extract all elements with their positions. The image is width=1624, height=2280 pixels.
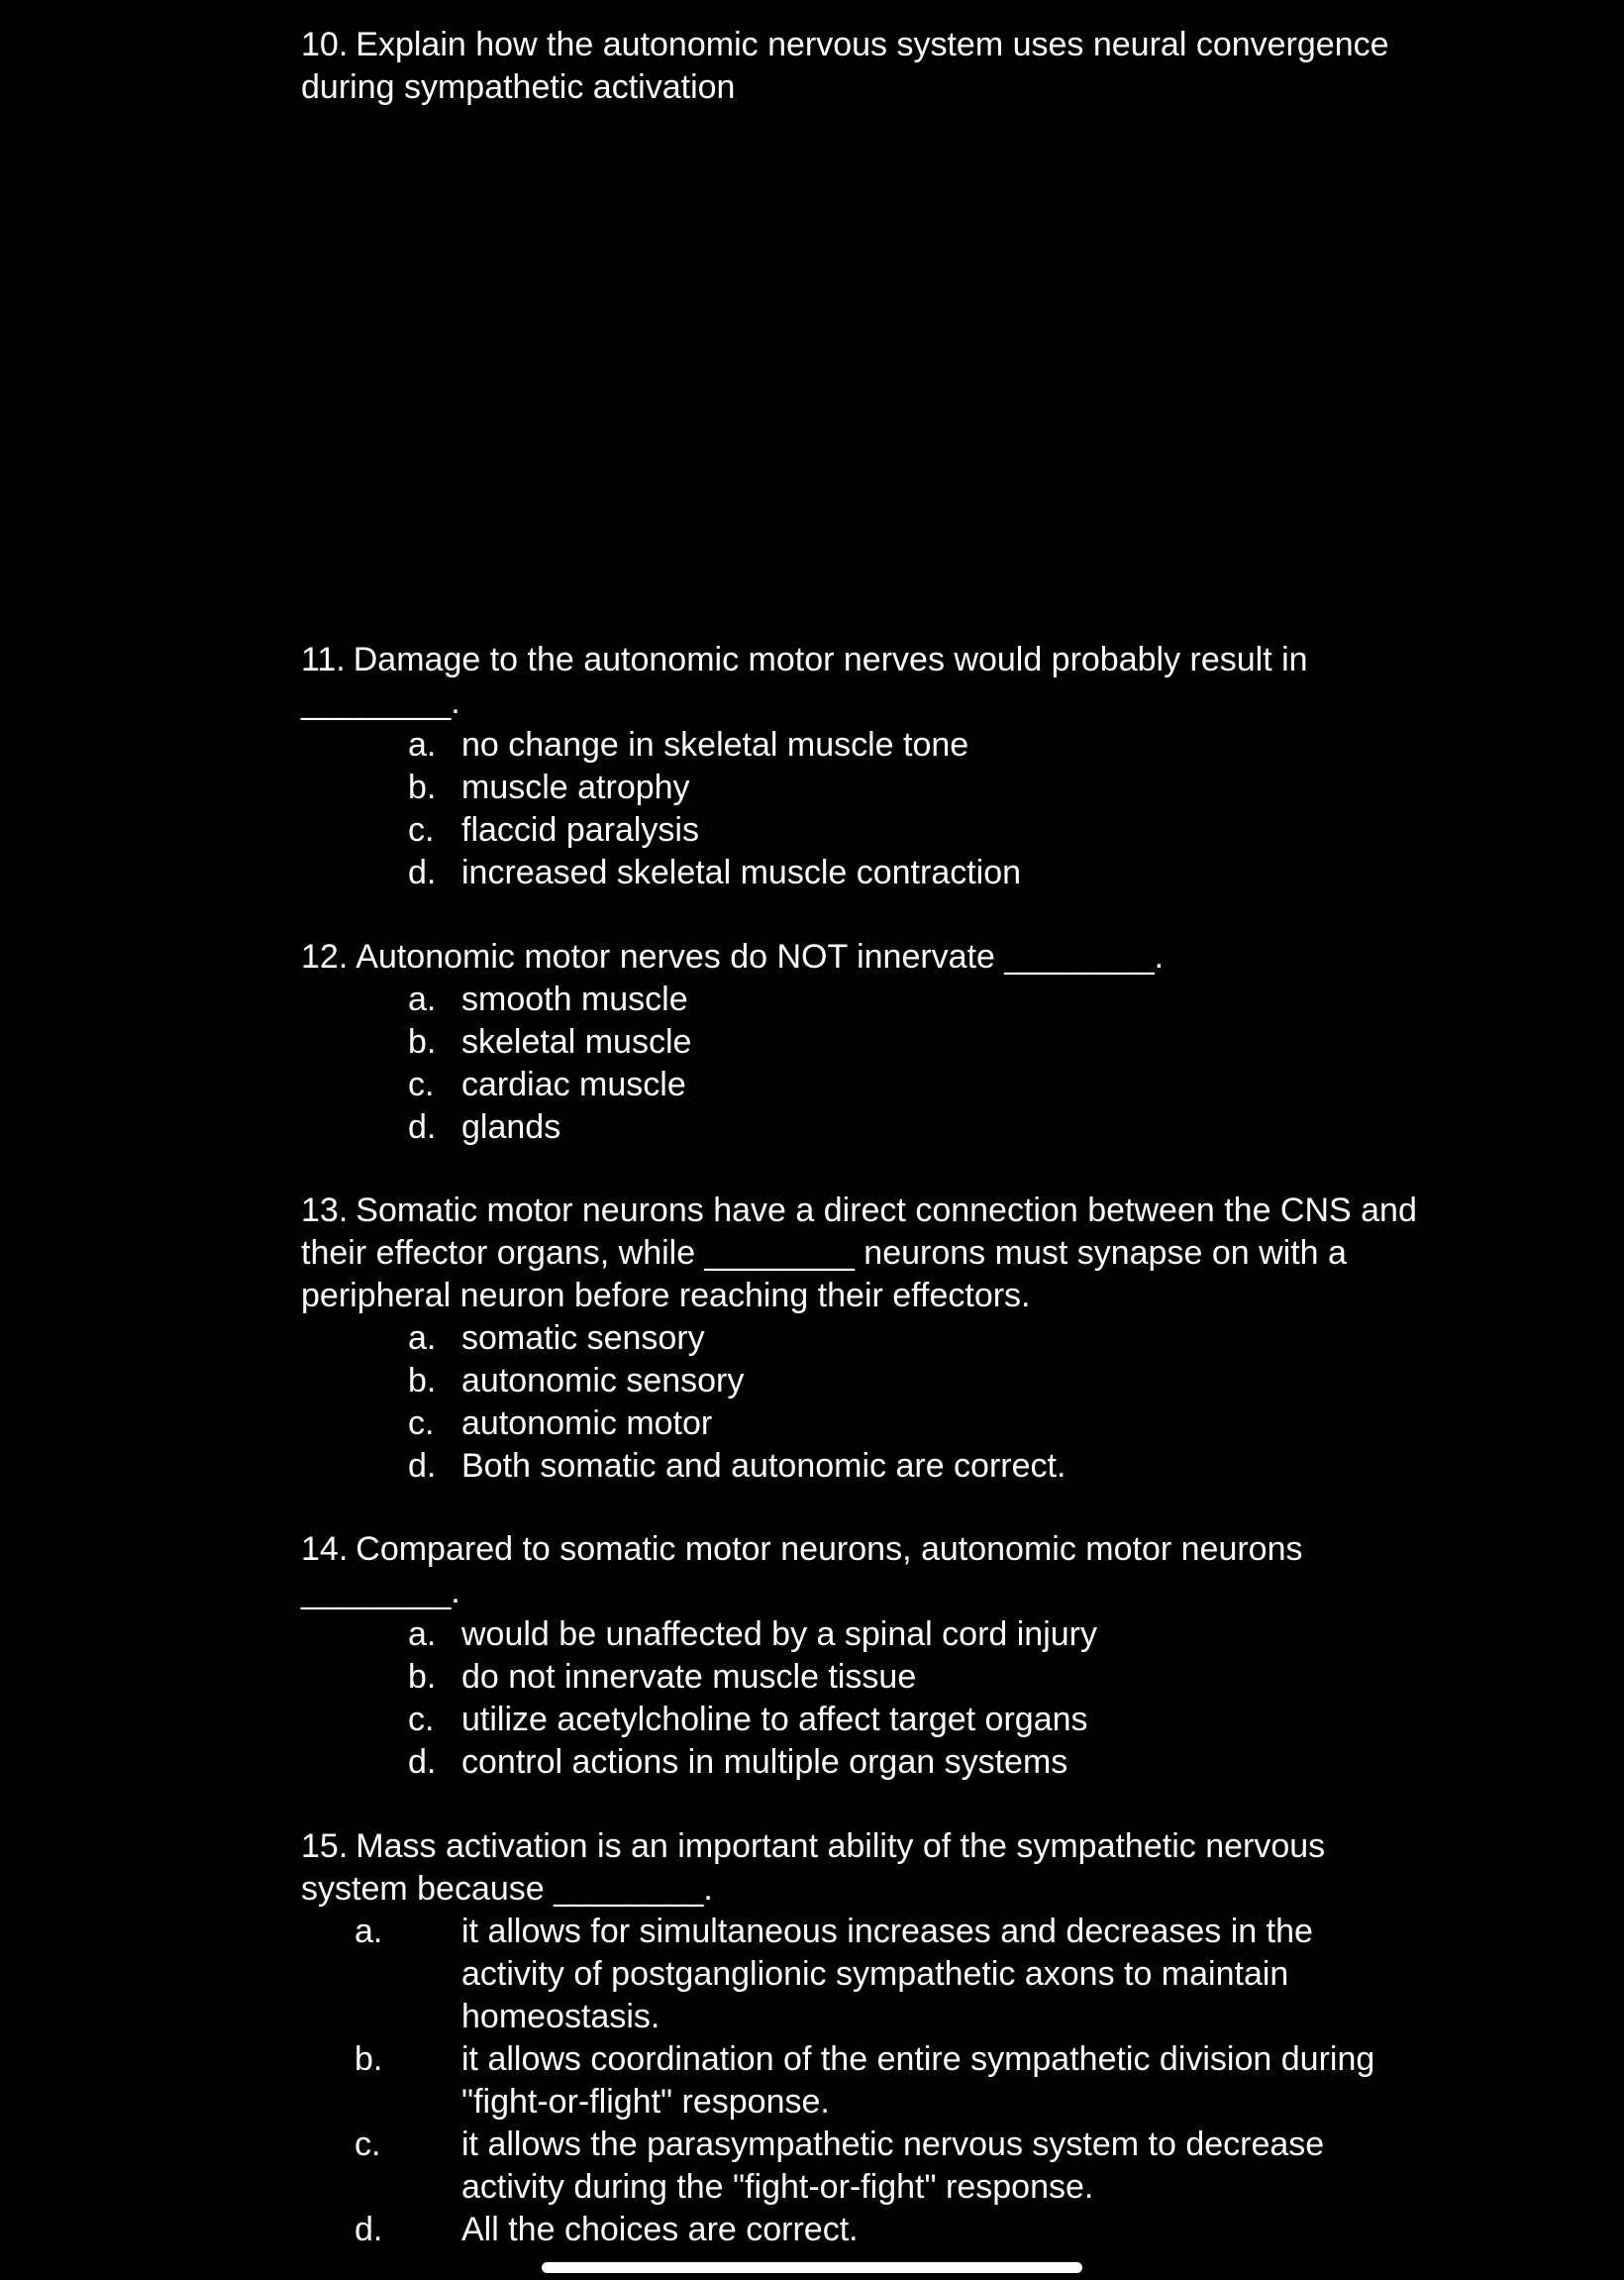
choice-c[interactable] <box>408 1402 1420 1445</box>
choice-list <box>301 724 1420 894</box>
choice-b[interactable] <box>408 1360 1420 1402</box>
question-number: 12. <box>301 938 349 976</box>
choice-d[interactable] <box>408 852 1420 894</box>
choice-text: no change in skeletal muscle tone <box>461 726 969 764</box>
question-text <box>301 936 1420 979</box>
choice-letter: b. <box>408 1658 437 1696</box>
choice-b[interactable] <box>408 1656 1420 1699</box>
choice-letter: c. <box>355 2125 381 2163</box>
question-14 <box>301 1528 1420 1784</box>
question-number: 15. <box>301 1827 349 1865</box>
choice-a[interactable] <box>408 979 1420 1021</box>
question-prompt: Explain how the autonomic nervous system uses neural convergence during sympathetic activation <box>301 26 1389 106</box>
choice-letter: a. <box>408 1615 437 1653</box>
choice-letter: d. <box>408 1447 437 1485</box>
choice-letter: a. <box>355 1913 383 1950</box>
question-10 <box>301 24 1420 109</box>
choice-letter: d. <box>408 854 437 891</box>
question-15 <box>301 1825 1420 2251</box>
choice-text: it allows coordination of the entire sympathetic division during "fight-or-flight" response. <box>461 2040 1375 2121</box>
choice-text: it allows for simultaneous increases and decreases in the activity of postganglionic sympathetic axons to maintain homeostasis. <box>461 1913 1313 2035</box>
choice-a[interactable] <box>408 724 1420 767</box>
choice-letter: d. <box>408 1108 437 1146</box>
choice-letter: b. <box>408 1023 437 1061</box>
choice-letter: a. <box>408 981 437 1018</box>
choice-text: smooth muscle <box>461 981 688 1018</box>
question-prompt: Mass activation is an important ability of the sympathetic nervous system because ________. <box>301 1827 1326 1908</box>
question-text <box>301 24 1420 109</box>
question-prompt: Somatic motor neurons have a direct connection between the CNS and their effector organs, while ________ neurons must synapse on with a peripheral neuron before reaching their effectors. <box>301 1192 1417 1314</box>
question-number: 11. <box>301 641 346 678</box>
question-text <box>301 1528 1420 1613</box>
choice-letter: a. <box>408 726 437 764</box>
choice-text: somatic sensory <box>461 1319 705 1357</box>
choice-text: utilize acetylcholine to affect target organs <box>461 1701 1088 1738</box>
choice-a[interactable] <box>408 1613 1420 1656</box>
question-13 <box>301 1190 1420 1488</box>
question-number: 13. <box>301 1192 349 1229</box>
choice-c[interactable] <box>408 1064 1420 1106</box>
choice-letter: c. <box>408 811 435 849</box>
choice-a[interactable] <box>408 1317 1420 1360</box>
choice-d[interactable] <box>408 1741 1420 1784</box>
home-indicator-bar[interactable] <box>542 2262 1082 2273</box>
choice-letter: c. <box>408 1404 435 1442</box>
choice-d[interactable] <box>355 2209 1420 2251</box>
choice-c[interactable] <box>408 809 1420 852</box>
choice-c[interactable] <box>408 1699 1420 1741</box>
choice-text: do not innervate muscle tissue <box>461 1658 917 1696</box>
choice-c[interactable] <box>355 2124 1420 2209</box>
choice-list <box>301 1613 1420 1784</box>
choice-text: would be unaffected by a spinal cord injury <box>461 1615 1097 1653</box>
question-11 <box>301 639 1420 894</box>
choice-b[interactable] <box>408 767 1420 809</box>
choice-text: it allows the parasympathetic nervous system to decrease activity during the "fight-or-fight" response. <box>461 2125 1325 2206</box>
choice-letter: d. <box>408 1743 437 1781</box>
choice-b[interactable] <box>355 2038 1420 2124</box>
choice-text: skeletal muscle <box>461 1023 692 1061</box>
question-number: 14. <box>301 1530 349 1568</box>
question-number: 10. <box>301 26 349 63</box>
choice-list <box>301 1911 1420 2251</box>
choice-letter: a. <box>408 1319 437 1357</box>
choice-letter: b. <box>408 1362 437 1399</box>
choice-text: All the choices are correct. <box>461 2211 859 2248</box>
choice-text: autonomic motor <box>461 1404 713 1442</box>
choice-text: muscle atrophy <box>461 769 690 806</box>
question-12 <box>301 936 1420 1149</box>
choice-d[interactable] <box>408 1106 1420 1149</box>
choice-letter: b. <box>408 769 437 806</box>
choice-letter: b. <box>355 2040 383 2078</box>
choice-text: control actions in multiple organ systems <box>461 1743 1068 1781</box>
choice-list <box>301 1317 1420 1488</box>
choice-text: Both somatic and autonomic are correct. <box>461 1447 1066 1485</box>
choice-list <box>301 979 1420 1149</box>
choice-text: autonomic sensory <box>461 1362 745 1399</box>
choice-letter: c. <box>408 1701 435 1738</box>
choice-text: cardiac muscle <box>461 1066 686 1103</box>
choice-text: flaccid paralysis <box>461 811 699 849</box>
choice-letter: d. <box>355 2211 383 2248</box>
choice-letter: c. <box>408 1066 435 1103</box>
question-text <box>301 639 1420 724</box>
question-text <box>301 1825 1420 1911</box>
choice-d[interactable] <box>408 1445 1420 1488</box>
choice-text: glands <box>461 1108 561 1146</box>
choice-text: increased skeletal muscle contraction <box>461 854 1022 891</box>
choice-a[interactable] <box>355 1911 1420 2038</box>
question-prompt: Autonomic motor nerves do NOT innervate ________. <box>355 938 1165 976</box>
choice-b[interactable] <box>408 1021 1420 1064</box>
question-prompt: Compared to somatic motor neurons, autonomic motor neurons ________. <box>301 1530 1303 1610</box>
question-prompt: Damage to the autonomic motor nerves would probably result in ________. <box>301 641 1308 721</box>
question-text <box>301 1190 1420 1317</box>
